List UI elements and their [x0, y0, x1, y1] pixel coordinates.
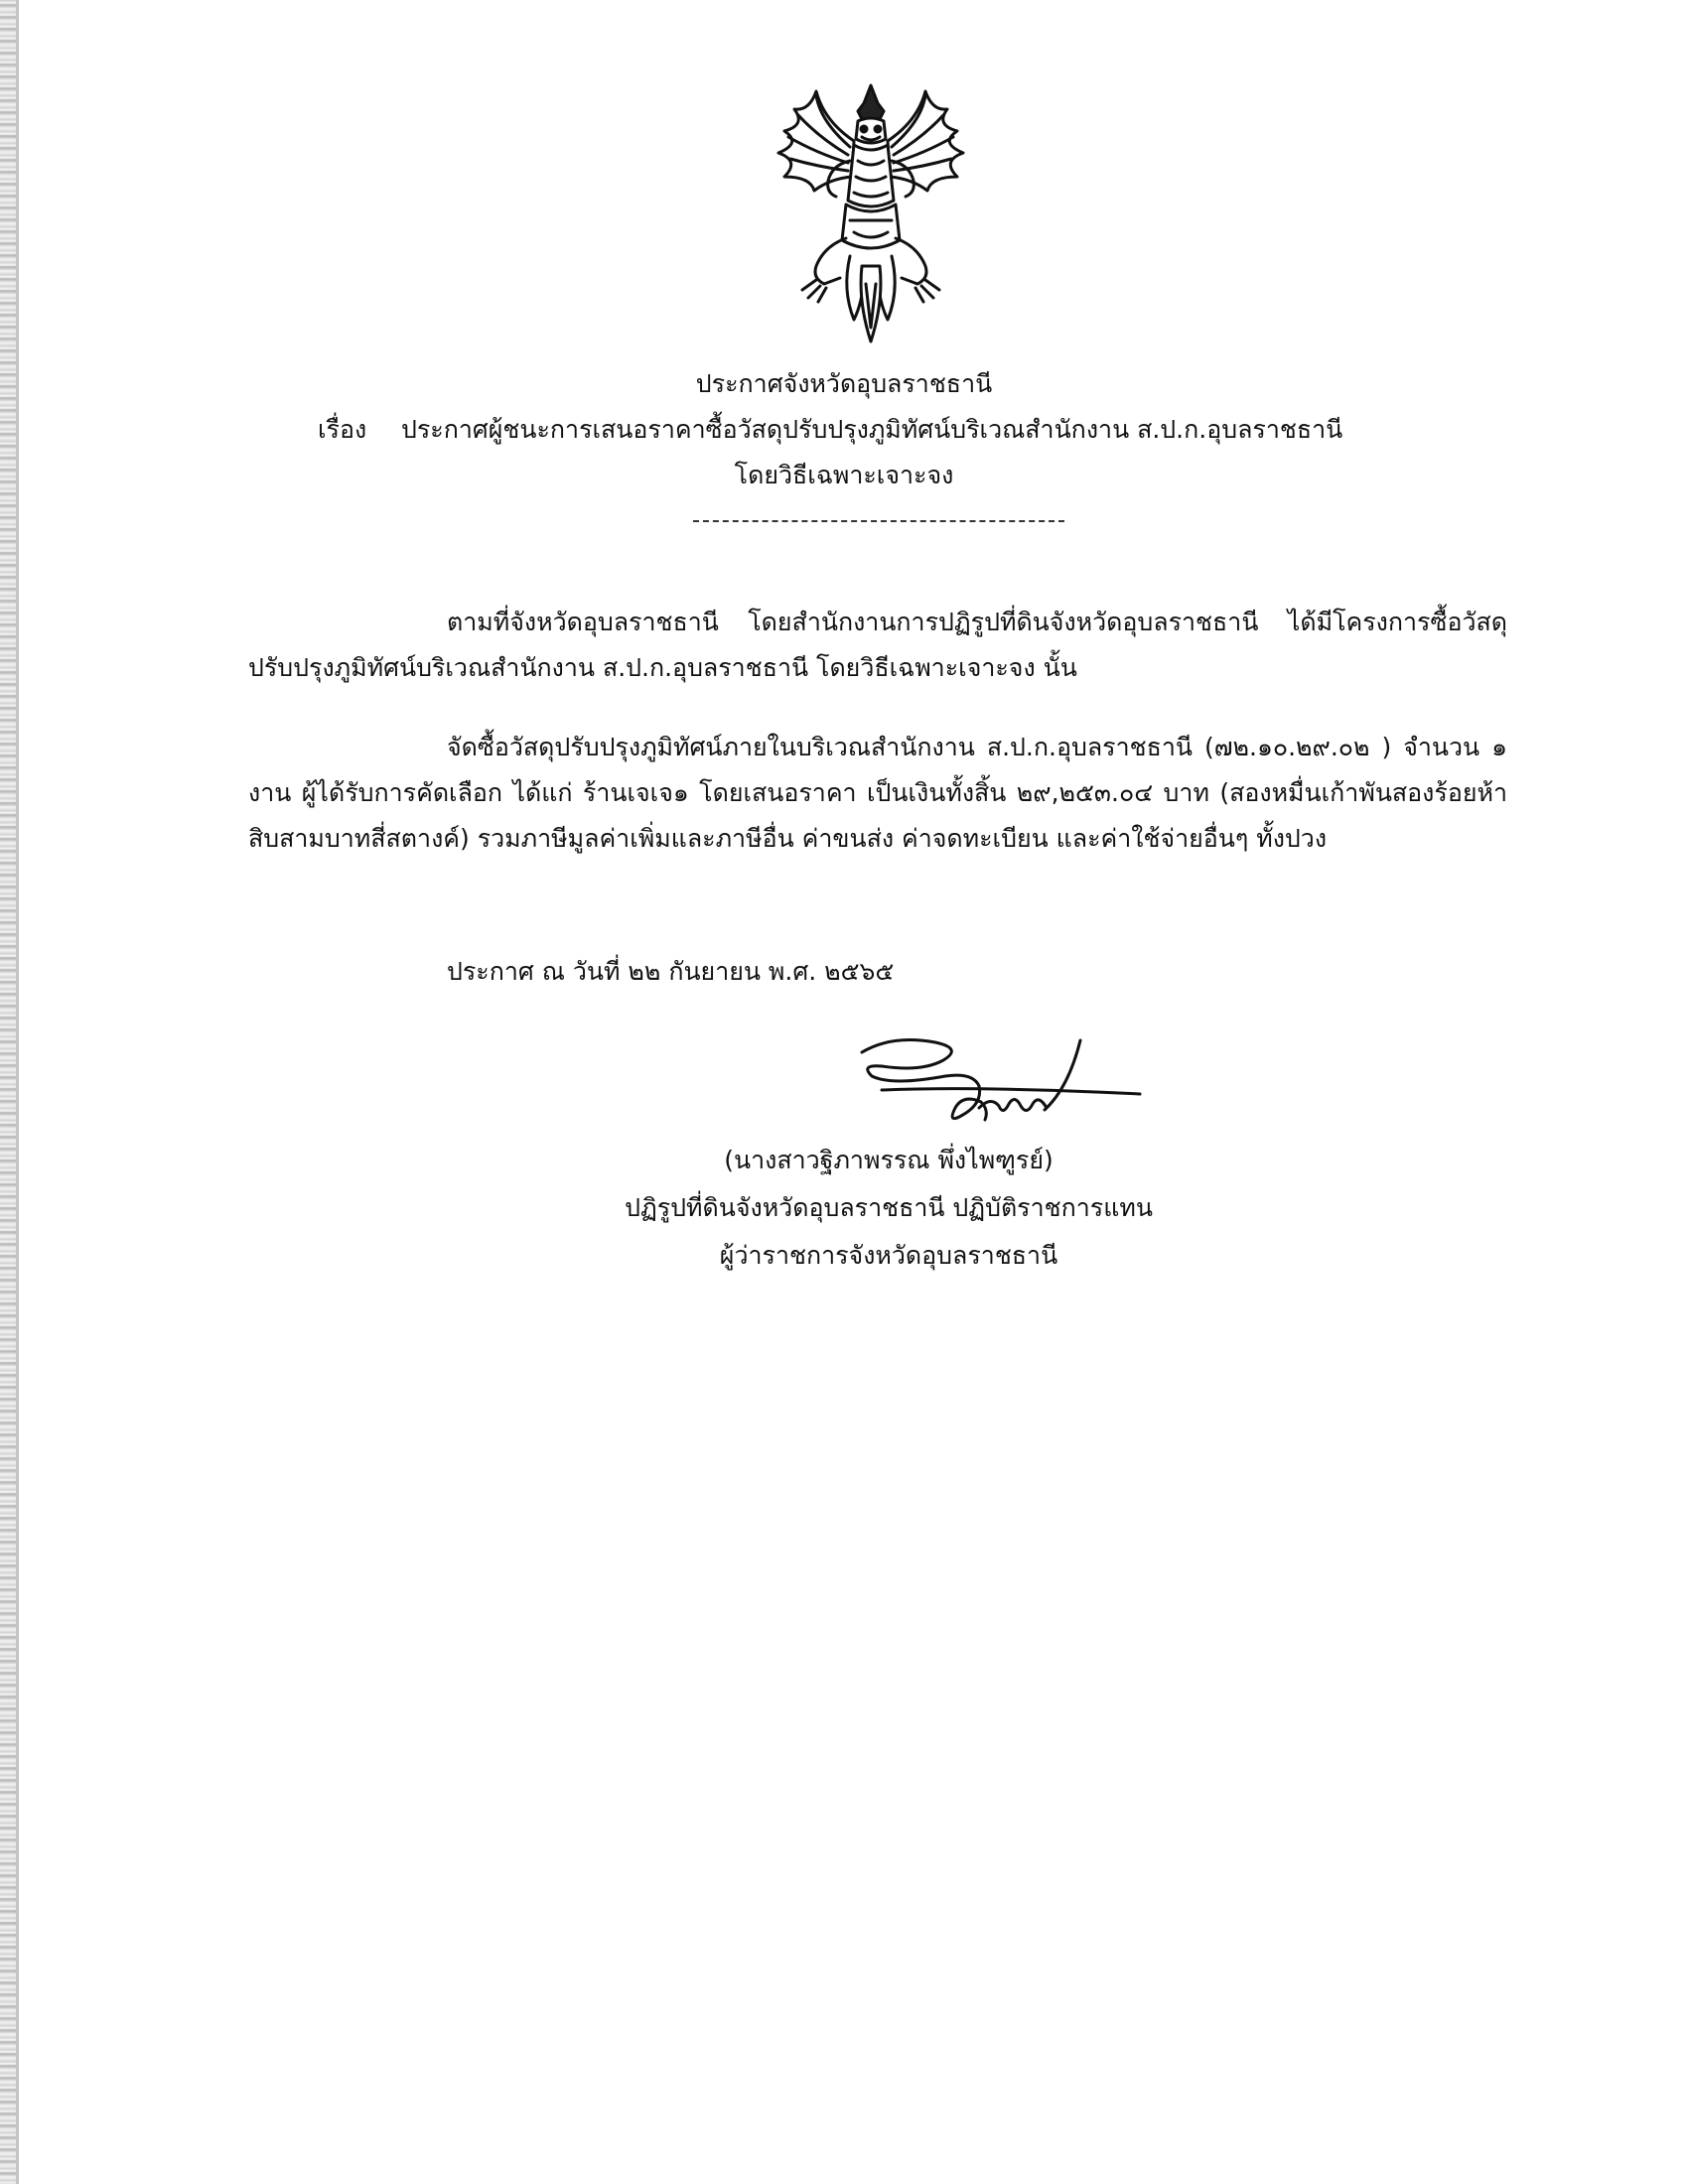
signatory-position-line2: ผู้ว่าราชการจังหวัดอุบลราชธานี: [719, 1241, 1058, 1270]
announcement-title: ประกาศจังหวัดอุบลราชธานี: [695, 369, 993, 398]
garuda-emblem-icon: [755, 81, 987, 349]
signatory-position: ปฏิรูปที่ดินจังหวัดอุบลราชธานี ปฏิบัติราชการแทน: [625, 1193, 1153, 1222]
signatory-name: (นางสาวฐิภาพรรณ พึ่งไพฑูรย์): [724, 1146, 1054, 1174]
announce-date: ประกาศ ณ วันที่ ๒๒ กันยายน พ.ศ. ๒๕๖๕: [447, 957, 895, 986]
subject-label: เรื่อง: [318, 415, 367, 444]
paragraph-1: [248, 600, 1507, 691]
subject-text-line2: โดยวิธีเฉพาะเจาะจง: [734, 461, 954, 489]
subject-text: ประกาศผู้ชนะการเสนอราคาซื้อวัสดุปรับปรุงภูมิทัศน์บริเวณสำนักงาน ส.ป.ก.อุบลราชธานี: [401, 415, 1343, 444]
paragraph-1-text: ตามที่จังหวัดอุบลราชธานี โดยสำนักงานการปฏิรูปที่ดินจังหวัดอุบลราชธานี ได้มีโครงการซื้อวัสดุปรับปรุงภูมิทัศน์บริเวณสำนักงาน ส.ป.ก.อุบลราชธานี โดยวิธีเฉพาะเจาะจง นั้น: [248, 608, 1507, 682]
paragraph-2: [248, 725, 1507, 862]
paragraph-2-text: จัดซื้อวัสดุปรับปรุงภูมิทัศน์ภายในบริเวณสำนักงาน ส.ป.ก.อุบลราชธานี (๗๒.๑๐.๒๙.๐๒ ) จำนวน ๑ งาน ผู้ได้รับการคัดเลือก ได้แก่ ร้านเจเจ๑ โดยเสนอราคา เป็นเงินทั้งสิ้น ๒๙,๒๕๓.๐๔ บาท (สองหมื่นเก้าพันสองร้อยห้าสิบสามบาทสี่สตางค์) รวมภาษีมูลค่าเพิ่มและภาษีอื่น ค่าขนส่ง ค่าจดทะเบียน และค่าใช้จ่ายอื่นๆ ทั้งปวง: [248, 733, 1507, 853]
divider: [693, 520, 1064, 522]
handwritten-signature: [852, 1032, 1170, 1132]
